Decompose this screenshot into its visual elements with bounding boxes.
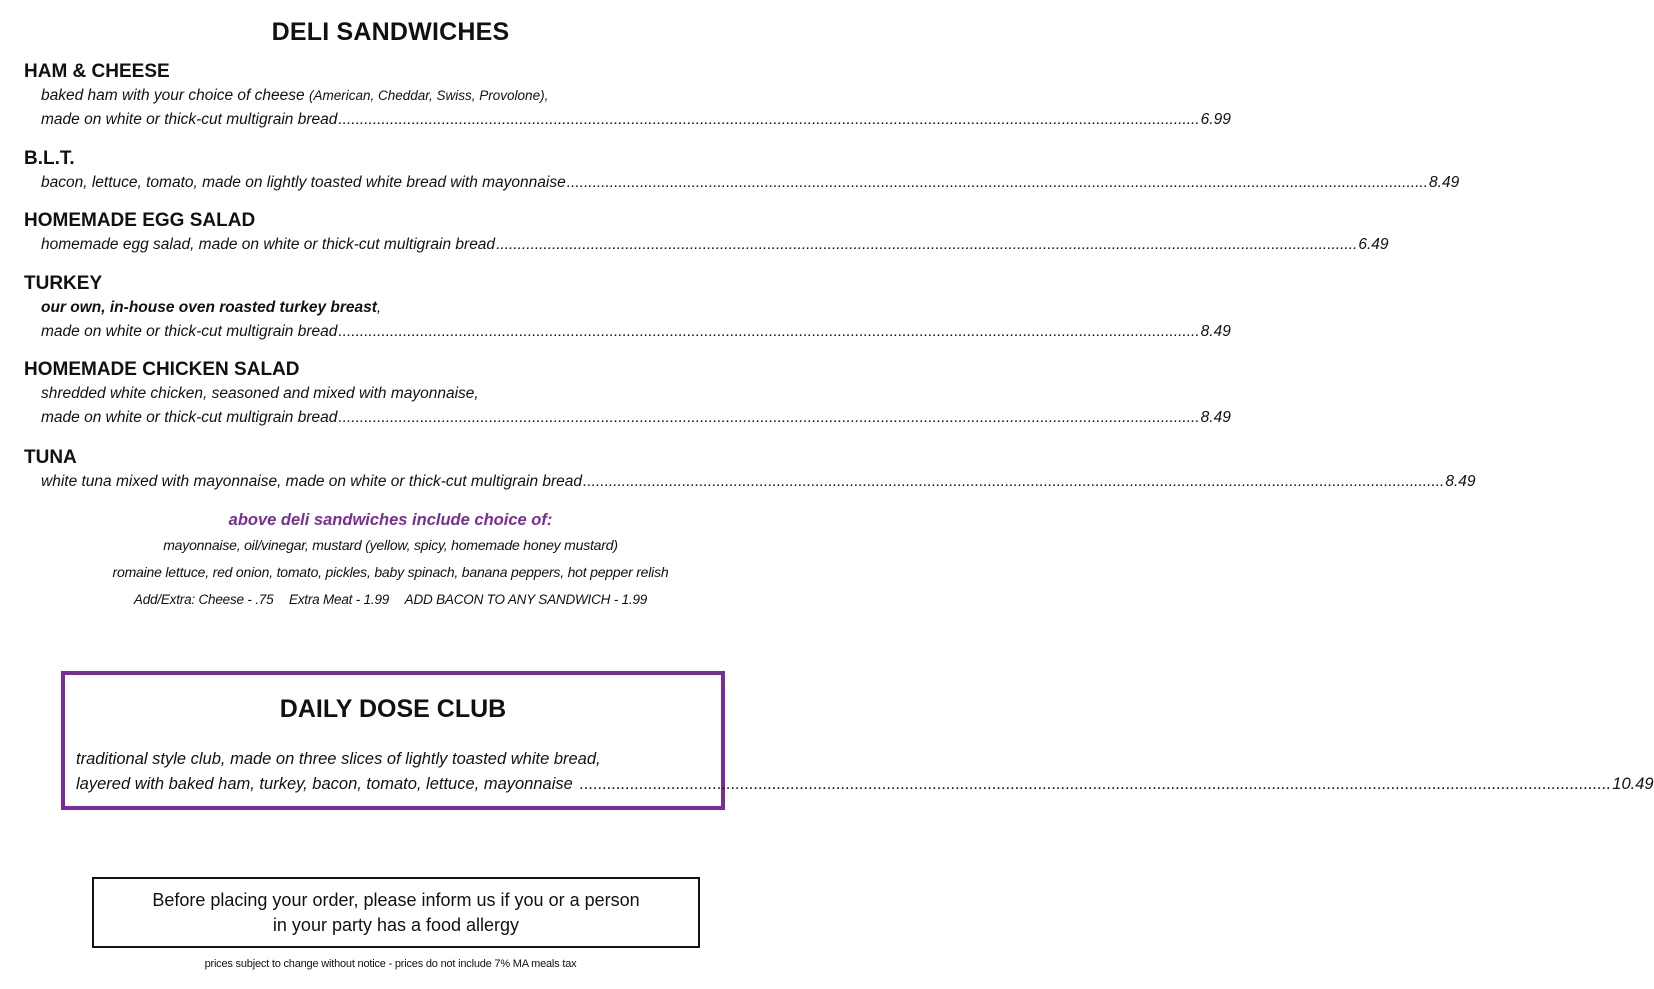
- item-price-line: [41, 171, 1460, 195]
- description-text: bacon, lettuce, tomato, made on lightly toasted white bread with mayonnaise: [41, 174, 566, 191]
- item-price-line: [41, 320, 1231, 344]
- description-text: layered with baked ham, turkey, bacon, tomato, lettuce, mayonnaise: [76, 775, 573, 793]
- dot-leader: [338, 406, 1199, 430]
- item-price: 6.99: [1200, 111, 1231, 128]
- menu-item-tuna: [24, 446, 1476, 494]
- description-text: made on white or thick-cut multigrain bread: [41, 111, 338, 128]
- item-description: [41, 296, 760, 320]
- item-description: [41, 84, 760, 108]
- cheese-options: (American, Cheddar, Swiss, Provolone),: [308, 88, 549, 103]
- item-price: 8.49: [1200, 323, 1231, 340]
- dot-leader: ..... .........................: [580, 772, 1611, 797]
- description-text: made on white or thick-cut multigrain bread: [41, 323, 338, 340]
- item-name: TUNA: [24, 447, 77, 468]
- item-description: [41, 382, 760, 406]
- menu-item-blt: [24, 147, 1460, 195]
- dot-leader: [583, 470, 1444, 494]
- item-price-line: [41, 470, 1476, 494]
- club-price-line: [76, 772, 1654, 797]
- add-bacon: ADD BACON TO ANY SANDWICH - 1.99: [404, 592, 648, 607]
- item-price: 8.49: [1200, 409, 1231, 426]
- daily-dose-club-box: [61, 671, 1654, 810]
- item-price-line: [41, 406, 1231, 430]
- price-disclaimer: prices subject to change without notice - prices do not include 7% MA meals tax: [204, 958, 577, 970]
- allergy-notice: [92, 877, 700, 948]
- description-highlight: our own, in-house oven roasted turkey breast: [41, 299, 377, 316]
- item-price: 6.49: [1358, 236, 1389, 253]
- description-text: white tuna mixed with mayonnaise, made on white or thick-cut multigrain bread: [41, 473, 583, 490]
- topping-options: romaine lettuce, red onion, tomato, pickles, baby spinach, banana peppers, hot pepper relish: [112, 564, 669, 580]
- dot-leader: [496, 233, 1357, 257]
- item-name: B.L.T.: [24, 148, 75, 169]
- club-price: 10.49: [1612, 775, 1654, 793]
- item-name: TURKEY: [24, 273, 103, 294]
- extras-line: [0, 586, 781, 613]
- included-choices: [0, 508, 781, 613]
- item-price-line: [41, 108, 1231, 132]
- club-title: DAILY DOSE CLUB: [279, 695, 507, 723]
- dot-leader: [338, 320, 1199, 344]
- dot-leader: [338, 108, 1199, 132]
- item-price: 8.49: [1429, 174, 1460, 191]
- menu-item-ham-cheese: [24, 60, 1231, 132]
- dot-leader: [567, 171, 1428, 195]
- extra-cheese: Add/Extra: Cheese - .75: [133, 592, 274, 607]
- menu-item-turkey: [24, 272, 1231, 344]
- description-text: shredded white chicken, seasoned and mixed with mayonnaise,: [41, 385, 479, 402]
- allergy-notice-line: in your party has a food allergy: [272, 915, 520, 935]
- item-name: HAM & CHEESE: [24, 61, 170, 82]
- page-title: DELI SANDWICHES: [271, 18, 510, 46]
- description-text: baked ham with your choice of cheese: [41, 87, 305, 104]
- condiment-options: mayonnaise, oil/vinegar, mustard (yellow, spicy, homemade honey mustard): [163, 537, 618, 553]
- extra-meat: Extra Meat - 1.99: [288, 592, 390, 607]
- club-description-line: traditional style club, made on three slices of lightly toasted white bread,: [76, 750, 601, 768]
- included-choices-heading: above deli sandwiches include choice of:: [228, 511, 553, 529]
- description-text: made on white or thick-cut multigrain bread: [41, 409, 338, 426]
- menu-item-egg-salad: [24, 209, 1389, 257]
- menu-item-chicken-salad: [24, 358, 1231, 430]
- item-price: 8.49: [1445, 473, 1476, 490]
- item-price-line: [41, 233, 1389, 257]
- club-description: [76, 747, 1654, 797]
- description-text: homemade egg salad, made on white or thick-cut multigrain bread: [41, 236, 496, 253]
- item-name: HOMEMADE CHICKEN SALAD: [24, 359, 300, 380]
- item-name: HOMEMADE EGG SALAD: [24, 210, 256, 231]
- description-text: ,: [376, 299, 382, 316]
- allergy-notice-line: Before placing your order, please inform us if you or a person: [152, 890, 640, 910]
